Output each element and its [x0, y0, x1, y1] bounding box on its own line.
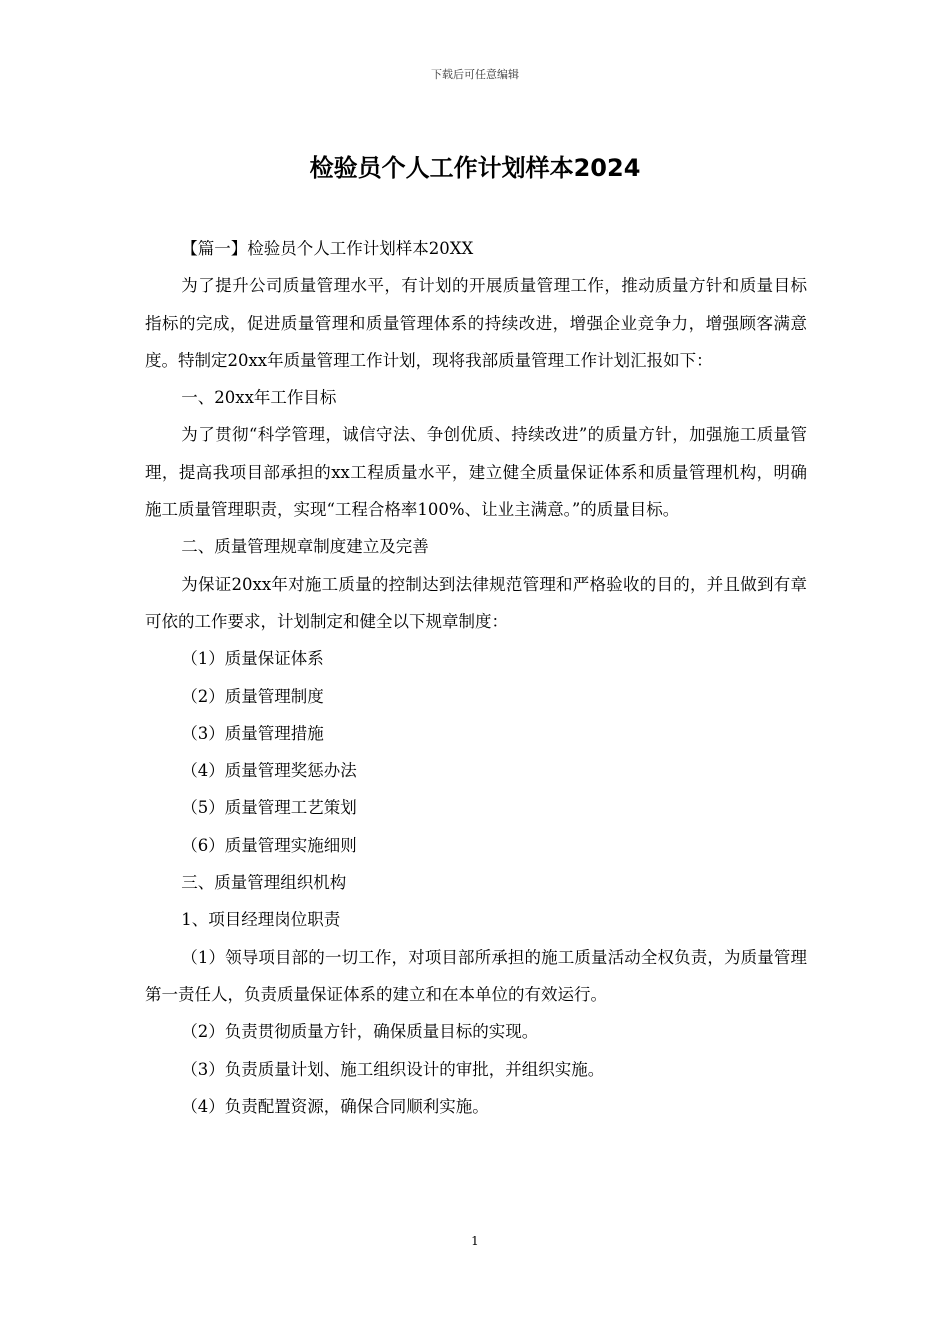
- list-item: （1）质量保证体系: [181, 649, 324, 669]
- intro-paragraph: 为了提升公司质量管理水平，有计划的开展质量管理工作，推动质量方针和质量目标指标的完成，促进质量管理和质量管理体系的持续改进，增强企业竞争力，增强顾客满意度。特制定20xx年质量管理工作计划，现将我部质量管理工作计划汇报如下：: [145, 276, 807, 370]
- list-item: （3）质量管理措施: [181, 723, 324, 743]
- page-header-note: 下载后可任意编辑: [431, 68, 519, 81]
- list-item: （2）质量管理制度: [181, 686, 324, 706]
- document-title: 检验员个人工作计划样本2024: [309, 154, 641, 182]
- heading-project-manager-duties: 1、项目经理岗位职责: [181, 910, 341, 930]
- list-item: （5）质量管理工艺策划: [181, 798, 357, 818]
- list-item: （6）质量管理实施细则: [181, 835, 357, 855]
- heading-regulations: 二、质量管理规章制度建立及完善: [181, 537, 429, 557]
- duty-item: （3）负责质量计划、施工组织设计的审批，并组织实施。: [181, 1059, 605, 1079]
- heading-work-goals: 一、20xx年工作目标: [181, 388, 337, 408]
- list-item: （4）质量管理奖惩办法: [181, 761, 357, 781]
- duty-item: （4）负责配置资源，确保合同顺利实施。: [181, 1096, 489, 1116]
- document-body: [145, 230, 807, 1125]
- page-number: 1: [471, 1234, 479, 1248]
- goals-paragraph: 为了贯彻“科学管理，诚信守法、争创优质、持续改进”的质量方针，加强施工质量管理，提高我项目部承担的xx工程质量水平，建立健全质量保证体系和质量管理机构，明确施工质量管理职责，实现“工程合格率100%、让业主满意。”的质量目标。: [145, 425, 807, 520]
- duty-item: （1）领导项目部的一切工作，对项目部所承担的施工质量活动全权负责，为质量管理第一责任人，负责质量保证体系的建立和在本单位的有效运行。: [145, 947, 807, 1004]
- duty-item: （2）负责贯彻质量方针，确保质量目标的实现。: [181, 1022, 539, 1042]
- regulations-paragraph: 为保证20xx年对施工质量的控制达到法律规范管理和严格验收的目的，并且做到有章可依的工作要求，计划制定和健全以下规章制度：: [145, 574, 807, 631]
- heading-organization: 三、质量管理组织机构: [181, 873, 347, 893]
- section-heading-part-one: 【篇一】检验员个人工作计划样本20XX: [181, 239, 474, 258]
